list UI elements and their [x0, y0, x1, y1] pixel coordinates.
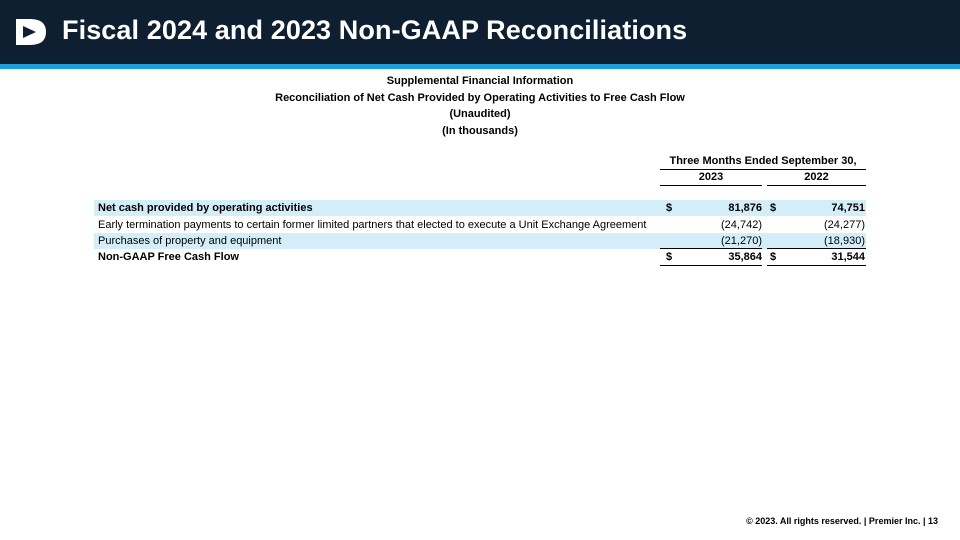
year-header-2022: 2022 [767, 171, 866, 186]
header-accent-stripe [0, 64, 960, 69]
value-2022: 74,751 [831, 202, 865, 214]
table-row-net-cash [94, 200, 866, 216]
currency-symbol: $ [770, 251, 777, 263]
currency-symbol: $ [770, 202, 777, 214]
row-label: Non-GAAP Free Cash Flow [98, 251, 239, 263]
row-label: Net cash provided by operating activities [98, 202, 313, 214]
currency-symbol: $ [666, 251, 673, 263]
page-title: Fiscal 2024 and 2023 Non-GAAP Reconciliations [62, 15, 688, 45]
heading-line-2: Reconciliation of Net Cash Provided by Operating Activities to Free Cash Flow [275, 91, 685, 104]
total-rule [660, 265, 762, 266]
table-heading [0, 73, 960, 139]
table-row-free-cash-flow [94, 249, 866, 265]
footer-copyright: © 2023. All rights reserved. | Premier Inc. | 13 [746, 516, 938, 526]
value-2023: (24,742) [721, 219, 762, 231]
period-header: Three Months Ended September 30, [660, 155, 866, 170]
header-bar [0, 0, 960, 64]
heading-line-3: (Unaudited) [449, 108, 511, 120]
table-row-early-termination [94, 217, 866, 233]
row-label: Early termination payments to certain former limited partners that elected to execute a Unit Exchange Agreement [98, 219, 647, 231]
value-2022: 31,544 [831, 251, 865, 263]
value-2022: (24,277) [824, 219, 865, 231]
total-rule [767, 265, 866, 266]
heading-line-4: (In thousands) [442, 124, 518, 137]
value-2023: 81,876 [728, 202, 762, 214]
row-label: Purchases of property and equipment [98, 235, 282, 247]
year-header-2023: 2023 [660, 171, 762, 186]
value-2023: 35,864 [728, 251, 762, 263]
premier-logo-icon [12, 16, 48, 48]
heading-line-1: Supplemental Financial Information [386, 75, 574, 87]
table-row-purchases [94, 233, 866, 249]
value-2022: (18,930) [824, 235, 865, 247]
currency-symbol: $ [666, 202, 673, 214]
value-2023: (21,270) [721, 235, 762, 247]
